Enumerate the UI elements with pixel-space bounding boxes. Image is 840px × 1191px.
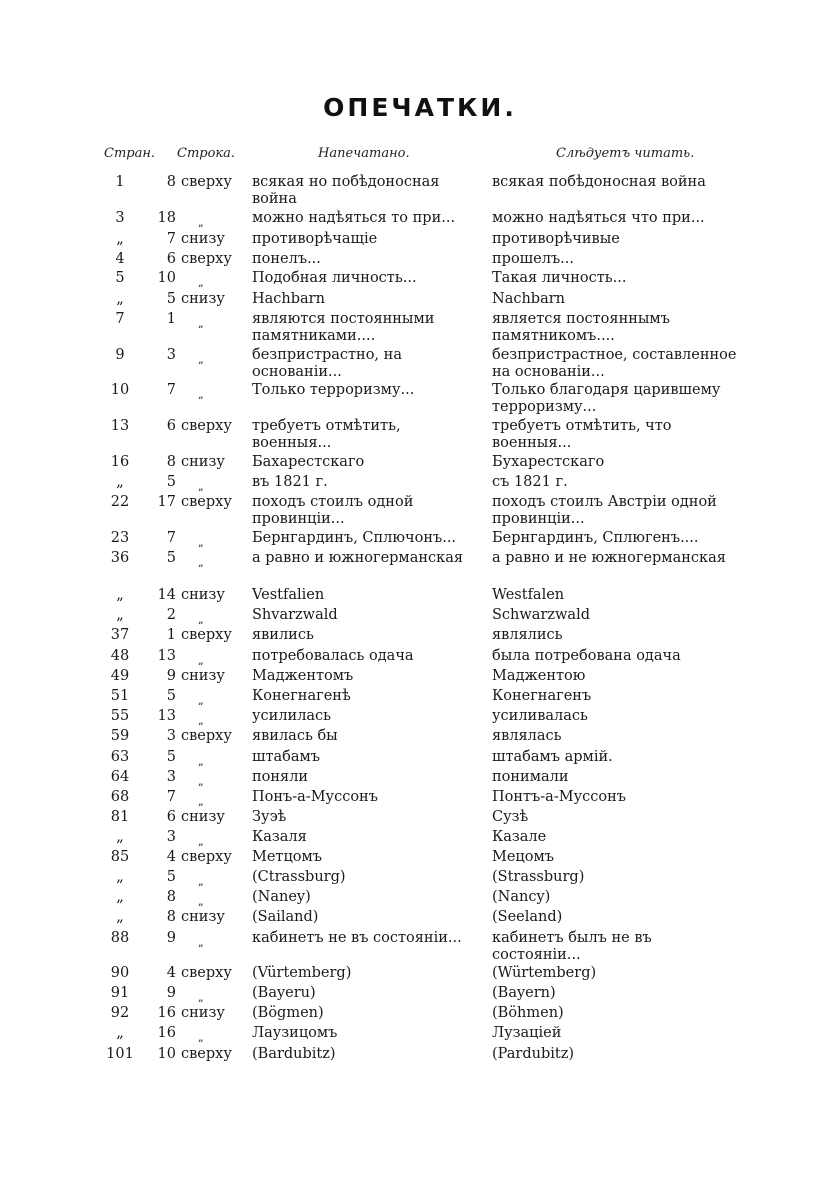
line-number: 3 <box>166 769 176 785</box>
line-direction: „ <box>198 1031 204 1044</box>
line-number: 6 <box>166 251 176 267</box>
correct-text: Schwarzwald <box>492 607 590 623</box>
line-cell <box>156 809 252 826</box>
line-number: 16 <box>157 1025 176 1041</box>
line-number: 13 <box>157 708 176 724</box>
line-direction: „ <box>198 480 204 493</box>
line-cell <box>156 708 252 725</box>
line-number: 6 <box>166 418 176 434</box>
line-direction: „ <box>198 276 204 289</box>
line-number: 9 <box>166 985 176 1001</box>
line-number: 5 <box>166 749 176 765</box>
line-number: 16 <box>157 1005 176 1021</box>
line-direction: снизу <box>181 454 225 470</box>
page-number: 5 <box>115 270 125 286</box>
line-number: 8 <box>166 909 176 925</box>
line-cell <box>156 607 252 624</box>
line-cell <box>156 311 252 328</box>
line-direction: снизу <box>181 231 225 247</box>
page-number: 59 <box>110 728 130 744</box>
line-number: 5 <box>166 550 176 566</box>
line-direction: „ <box>198 654 204 667</box>
page-number: 63 <box>110 749 130 765</box>
page-number: 13 <box>110 418 130 434</box>
correct-text: Понтъ-а-Муссонъ <box>492 789 626 805</box>
printed-text: штабамъ <box>252 749 321 765</box>
line-cell <box>156 550 252 567</box>
line-number: 1 <box>166 627 176 643</box>
line-cell <box>156 210 252 227</box>
correct-text: Такая личность... <box>492 270 627 286</box>
header-page: Стран. <box>104 146 156 161</box>
page-number: 22 <box>110 494 130 510</box>
correct-text: (Nancy) <box>492 889 551 905</box>
line-direction: сверху <box>181 251 232 267</box>
page-number: 91 <box>110 985 130 1001</box>
correct-text: была потребована одача <box>492 648 681 664</box>
printed-text: Shvarzwald <box>252 607 338 623</box>
page-number: „ <box>116 474 124 490</box>
line-cell <box>156 769 252 786</box>
correct-text: Только благодаря царившему терроризму... <box>492 382 721 415</box>
printed-text: Подобная личность... <box>252 270 417 286</box>
line-direction: снизу <box>181 909 225 925</box>
line-cell <box>156 869 252 886</box>
correct-text: Бернгардинъ, Сплюгенъ.... <box>492 530 699 546</box>
printed-text: Зуэѣ <box>252 809 287 825</box>
line-number: 7 <box>166 530 176 546</box>
line-direction: „ <box>198 835 204 848</box>
page-number: „ <box>116 829 124 845</box>
line-direction: сверху <box>181 1046 232 1062</box>
line-direction: „ <box>198 755 204 768</box>
line-number: 9 <box>166 930 176 946</box>
printed-text: (Bayeru) <box>252 985 316 1001</box>
page-number: „ <box>116 869 124 885</box>
line-direction: „ <box>198 216 204 229</box>
correct-text: Конегнагенъ <box>492 688 592 704</box>
line-direction: снизу <box>181 809 225 825</box>
line-cell <box>156 627 252 644</box>
line-cell <box>156 174 252 191</box>
printed-text: Конегнагенѣ <box>252 688 351 704</box>
line-number: 5 <box>166 291 176 307</box>
page-number: 3 <box>115 210 125 226</box>
page-number: „ <box>116 909 124 925</box>
correct-text: прошелъ... <box>492 251 575 267</box>
line-number: 6 <box>166 809 176 825</box>
line-direction: „ <box>198 317 204 330</box>
line-cell <box>156 494 252 511</box>
correct-text: походъ стоилъ Австріи одной провинціи... <box>492 494 717 527</box>
printed-text: а равно и южногерманская <box>252 550 464 566</box>
printed-text: потребовалась одача <box>252 648 414 664</box>
correct-text: (Würtemberg) <box>492 965 597 981</box>
correct-text: кабинетъ былъ не въ состояніи... <box>492 930 652 963</box>
page-number: 90 <box>110 965 130 981</box>
line-cell <box>156 291 252 308</box>
line-number: 18 <box>157 210 176 226</box>
page-number: 81 <box>110 809 130 825</box>
correct-text: Сузѣ <box>492 809 529 825</box>
line-cell <box>156 849 252 866</box>
page-number: 68 <box>110 789 130 805</box>
printed-text: Бахарестскаго <box>252 454 365 470</box>
line-cell <box>156 688 252 705</box>
line-cell <box>156 930 252 947</box>
page-number: 36 <box>110 550 130 566</box>
correct-text: (Pardubitz) <box>492 1046 575 1062</box>
printed-text: безпристрастно, на основаніи... <box>252 347 402 380</box>
page-number: „ <box>116 231 124 247</box>
line-number: 9 <box>166 668 176 684</box>
page-number: 51 <box>110 688 130 704</box>
printed-text: походъ стоилъ одной провинціи... <box>252 494 414 527</box>
correct-text: Nachbarn <box>492 291 565 307</box>
line-number: 13 <box>157 648 176 664</box>
correct-text: (Bayern) <box>492 985 556 1001</box>
correct-text: Казале <box>492 829 547 845</box>
page-number: „ <box>116 291 124 307</box>
correct-text: безпристрастное, составленное на основаніи... <box>492 347 737 380</box>
line-direction: „ <box>198 795 204 808</box>
page-title: ОПЕЧАТКИ. <box>323 93 517 122</box>
correct-text: всякая побѣдоносная война <box>492 174 706 190</box>
page-number: 48 <box>110 648 130 664</box>
correct-text: Мецомъ <box>492 849 554 865</box>
printed-text: можно надѣяться то при... <box>252 210 456 226</box>
line-direction: сверху <box>181 627 232 643</box>
line-cell <box>156 728 252 745</box>
line-number: 7 <box>166 789 176 805</box>
line-number: 3 <box>166 829 176 845</box>
line-cell <box>156 1005 252 1022</box>
line-cell <box>156 648 252 665</box>
line-number: 5 <box>166 474 176 490</box>
page-number: 85 <box>110 849 130 865</box>
correct-text: штабамъ армій. <box>492 749 613 765</box>
line-cell <box>156 270 252 287</box>
correct-text: съ 1821 г. <box>492 474 568 490</box>
correct-text: Лузаціей <box>492 1025 562 1041</box>
line-direction: снизу <box>181 587 225 603</box>
page-number: „ <box>116 1025 124 1041</box>
line-direction: „ <box>198 694 204 707</box>
line-direction: „ <box>198 991 204 1004</box>
line-direction: „ <box>198 388 204 401</box>
line-cell <box>156 909 252 926</box>
line-cell <box>156 985 252 1002</box>
page-number: 92 <box>110 1005 130 1021</box>
page-number: 4 <box>115 251 125 267</box>
printed-text: понелъ... <box>252 251 321 267</box>
line-cell <box>156 889 252 906</box>
printed-text: (Bardubitz) <box>252 1046 336 1062</box>
correct-text: усиливалась <box>492 708 588 724</box>
line-number: 7 <box>166 231 176 247</box>
line-cell <box>156 530 252 547</box>
page-number: „ <box>116 607 124 623</box>
printed-text: (Ctrassburg) <box>252 869 346 885</box>
correct-text: Westfalen <box>492 587 565 603</box>
line-direction: „ <box>198 714 204 727</box>
line-cell <box>156 474 252 491</box>
printed-text: (Bögmen) <box>252 1005 324 1021</box>
line-number: 3 <box>166 347 176 363</box>
line-number: 8 <box>166 454 176 470</box>
printed-text: (Vürtemberg) <box>252 965 352 981</box>
line-cell <box>156 418 252 435</box>
line-cell <box>156 829 252 846</box>
printed-text: всякая но побѣдоносная война <box>252 174 440 207</box>
page-number: 23 <box>110 530 130 546</box>
page-number: 7 <box>115 311 125 327</box>
page-number: 55 <box>110 708 130 724</box>
line-cell <box>156 965 252 982</box>
line-direction: „ <box>198 895 204 908</box>
printed-text: Понъ-а-Муссонъ <box>252 789 378 805</box>
header-read: Слѣдуетъ читать. <box>556 146 695 161</box>
printed-text: требуетъ отмѣтить, военныя... <box>252 418 401 451</box>
line-direction: „ <box>198 613 204 626</box>
correct-text: (Strassburg) <box>492 869 585 885</box>
line-number: 2 <box>166 607 176 623</box>
page-number: 101 <box>106 1046 134 1062</box>
line-direction: „ <box>198 936 204 949</box>
line-cell <box>156 1046 252 1063</box>
correct-text: можно надѣяться что при... <box>492 210 705 226</box>
printed-text: явилась бы <box>252 728 338 744</box>
page-number: 88 <box>110 930 130 946</box>
line-number: 17 <box>157 494 176 510</box>
line-number: 7 <box>166 382 176 398</box>
page-number: 37 <box>110 627 130 643</box>
line-direction: сверху <box>181 174 232 190</box>
printed-text: поняли <box>252 769 309 785</box>
line-number: 5 <box>166 869 176 885</box>
correct-text: Маджентою <box>492 668 586 684</box>
printed-text: Vestfalien <box>252 587 325 603</box>
line-direction: снизу <box>181 1005 225 1021</box>
page-number: 16 <box>110 454 130 470</box>
printed-text: кабинетъ не въ состояніи... <box>252 930 462 946</box>
printed-text: усилилась <box>252 708 332 724</box>
printed-text: Казаля <box>252 829 307 845</box>
correct-text: понимали <box>492 769 569 785</box>
line-cell <box>156 587 252 604</box>
page-number: 49 <box>110 668 130 684</box>
header-printed: Напечатано. <box>318 146 410 161</box>
printed-text: (Sailand) <box>252 909 319 925</box>
page-number: „ <box>116 587 124 603</box>
line-direction: снизу <box>181 668 225 684</box>
printed-text: являются постоянными памятниками.... <box>252 311 435 344</box>
page-number: 64 <box>110 769 130 785</box>
correct-text: противорѣчивые <box>492 231 620 247</box>
header-line: Строка. <box>177 146 236 161</box>
line-cell <box>156 789 252 806</box>
printed-text: (Naney) <box>252 889 311 905</box>
line-cell <box>156 251 252 268</box>
line-number: 5 <box>166 688 176 704</box>
line-number: 10 <box>157 1046 176 1062</box>
line-number: 14 <box>157 587 176 603</box>
line-cell <box>156 347 252 364</box>
line-direction: снизу <box>181 291 225 307</box>
printed-text: Маджентомъ <box>252 668 354 684</box>
correct-text: являлись <box>492 627 563 643</box>
line-direction: сверху <box>181 494 232 510</box>
page-number: 9 <box>115 347 125 363</box>
line-direction: „ <box>198 875 204 888</box>
line-direction: „ <box>198 536 204 549</box>
printed-text: Лаузицомъ <box>252 1025 338 1041</box>
line-number: 4 <box>166 849 176 865</box>
line-cell <box>156 1025 252 1042</box>
correct-text: (Böhmen) <box>492 1005 564 1021</box>
page-number: 1 <box>115 174 125 190</box>
line-direction: сверху <box>181 418 232 434</box>
line-cell <box>156 454 252 471</box>
line-direction: „ <box>198 775 204 788</box>
printed-text: въ 1821 г. <box>252 474 328 490</box>
printed-text: Метцомъ <box>252 849 323 865</box>
line-direction: „ <box>198 353 204 366</box>
correct-text: а равно и не южногерманская <box>492 550 726 566</box>
line-cell <box>156 231 252 248</box>
printed-text: Бернгардинъ, Сплючонъ... <box>252 530 457 546</box>
line-direction: сверху <box>181 728 232 744</box>
line-number: 8 <box>166 174 176 190</box>
correct-text: Бухарестскаго <box>492 454 605 470</box>
printed-text: явились <box>252 627 314 643</box>
line-direction: „ <box>198 556 204 569</box>
page-number: 10 <box>110 382 130 398</box>
line-number: 4 <box>166 965 176 981</box>
line-direction: сверху <box>181 965 232 981</box>
correct-text: является постояннымъ памятникомъ.... <box>492 311 670 344</box>
line-cell <box>156 382 252 399</box>
correct-text: требуетъ отмѣтить, что военныя... <box>492 418 672 451</box>
line-direction: сверху <box>181 849 232 865</box>
printed-text: противорѣчащіе <box>252 231 378 247</box>
line-cell <box>156 749 252 766</box>
correct-text: являлась <box>492 728 562 744</box>
line-number: 1 <box>166 311 176 327</box>
printed-text: Hachbarn <box>252 291 325 307</box>
line-number: 8 <box>166 889 176 905</box>
line-number: 10 <box>157 270 176 286</box>
line-number: 3 <box>166 728 176 744</box>
page-number: „ <box>116 889 124 905</box>
line-cell <box>156 668 252 685</box>
printed-text: Только терроризму... <box>252 382 415 398</box>
correct-text: (Seeland) <box>492 909 563 925</box>
